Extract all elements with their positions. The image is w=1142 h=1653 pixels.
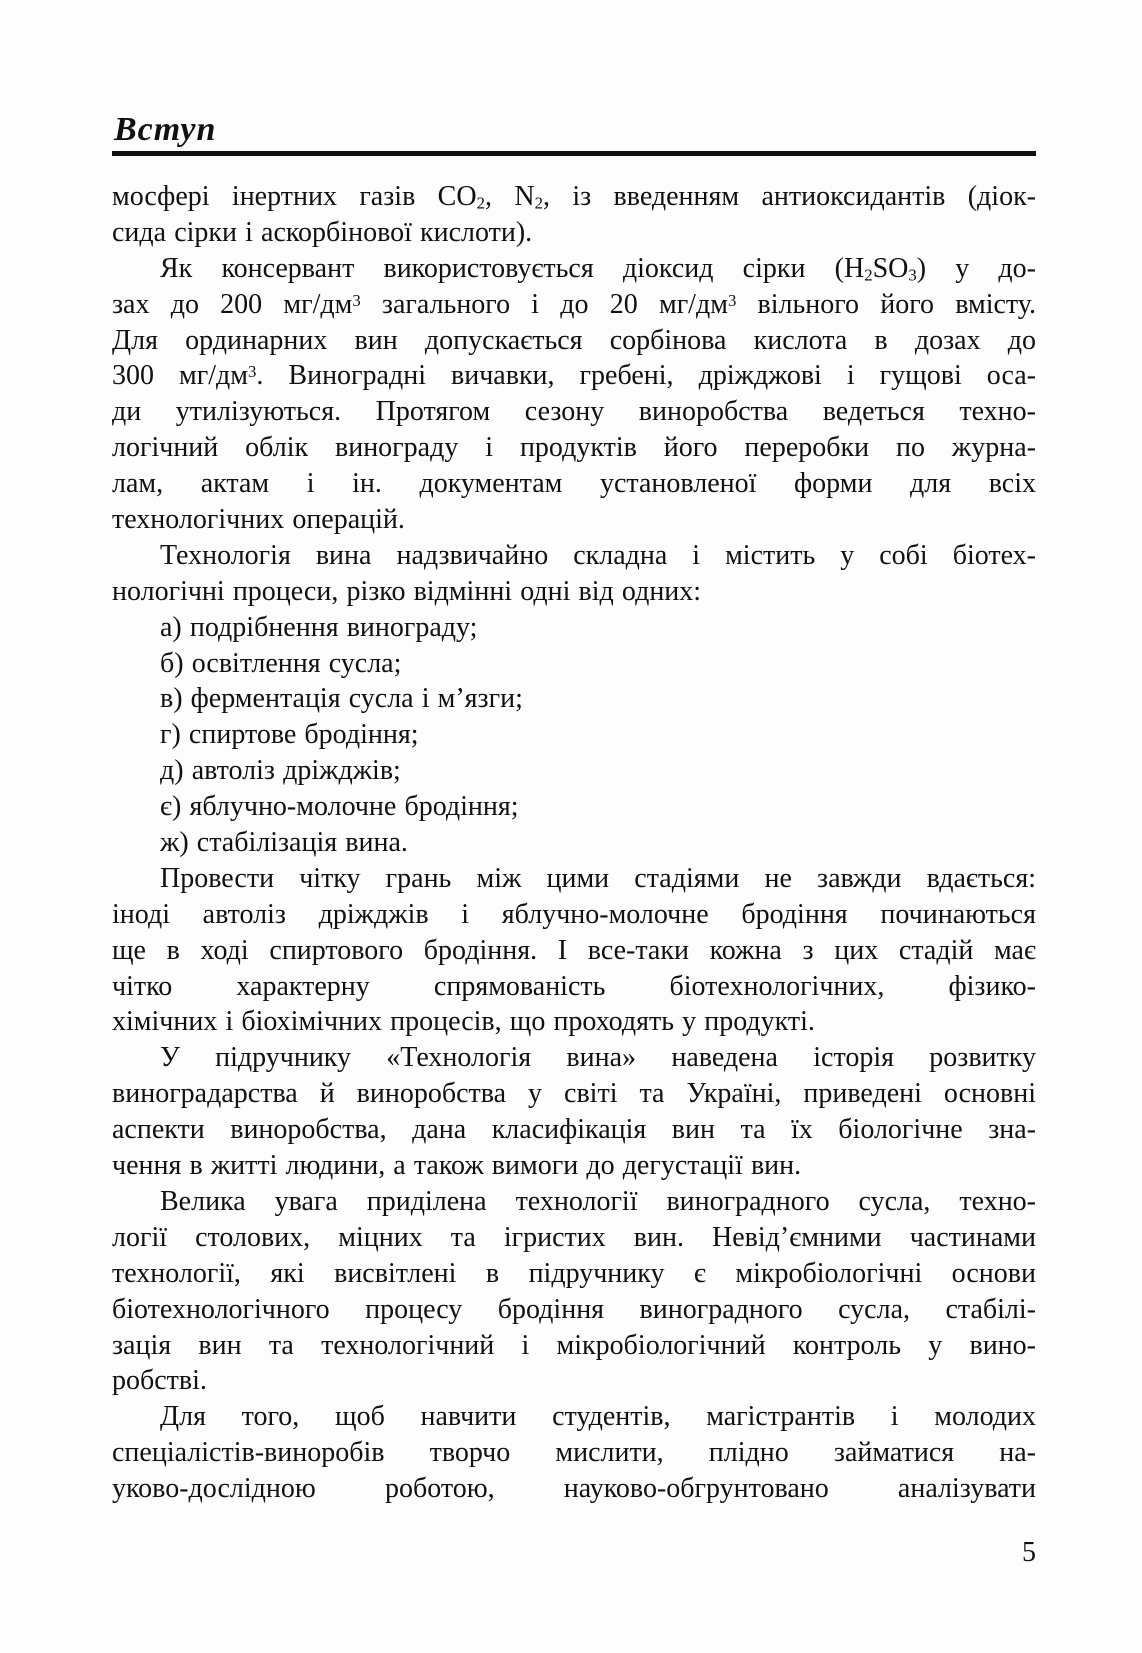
text-line: чення в житті людини, а також вимоги до дегустації вин. (112, 1150, 802, 1182)
text-line: робстві. (112, 1365, 207, 1397)
text-line: мосфері інертних газів $CO_2$, $N_2$, із введенням антиоксидантів (діок- (112, 181, 1036, 213)
text-line: Як консервант використовується діоксид сірки $(H_2SO_3)$ у до- (160, 252, 1036, 285)
page-number: 5 (1022, 1537, 1036, 1568)
text-line: Для того, щоб навчити студентів, магістрантів і молодих (160, 1401, 1036, 1433)
text-line: зація вин та технологічний і мікробіологічний контроль у вино- (112, 1329, 1036, 1361)
text-line: іноді автоліз дріжджів і яблучно-молочне бродіння починаються (112, 898, 1036, 930)
list-item-line: а) подрібнення винограду; (160, 611, 478, 643)
list-item-line: в) ферментація сусла і м’язги; (160, 683, 523, 715)
text-line: У підручнику «Технологія вина» наведена історія розвитку (160, 1042, 1036, 1074)
text-line: Технологія вина надзвичайно складна і містить у собі біотех- (160, 539, 1036, 571)
text-line: уково-дослідною роботою, науково-обгрунтовано аналізувати (112, 1473, 1036, 1505)
text-line: аспекти виноробства, дана класифікація вин та їх біологічне зна- (112, 1114, 1036, 1146)
text-line: нологічні процеси, різко відмінні одні від одних: (112, 575, 702, 607)
text-line: 300 $мг/дм^3$. Виноградні вичавки, гребені, дріжджові і гущові оса- (112, 360, 1036, 392)
text-line: Провести чітку грань між цими стадіями не завжди вдається: (160, 862, 1036, 894)
text-line: виноградарства й виноробства у світі та Україні, приведені основні (112, 1078, 1036, 1110)
text-line: сида сірки і аскорбінової кислоти). (112, 216, 533, 248)
text-line: зах до 200 $мг/дм^3$ загального і до 20 $мг/дм^3$ вільного його вмісту. (112, 288, 1036, 320)
text-line: логічний облік винограду і продуктів його переробки по журна- (112, 432, 1036, 464)
chapter-header-title: Вступ (114, 111, 217, 148)
text-line: хімічних і біохімічних процесів, що проходять у продукті. (112, 1006, 815, 1038)
text-line: лам, актам і ін. документам установленої форми для всіх (112, 468, 1036, 500)
text-line: технологічних операцій. (112, 504, 405, 536)
list-item-line: є) яблучно-молочне бродіння; (160, 791, 519, 823)
text-line: логії столових, міцних та ігристих вин. Невід’ємними частинами (112, 1221, 1036, 1253)
page-body (112, 179, 1036, 1507)
text-line: спеціалістів-виноробів творчо мислити, плідно займатися на- (112, 1437, 1036, 1469)
list-item-line: д) автоліз дріжджів; (160, 755, 401, 787)
list-item-line: ж) стабілізація вина. (160, 827, 408, 859)
text-line: Для ординарних вин допускається сорбінова кислота в дозах до (112, 324, 1036, 356)
text-line: Велика увага приділена технології виноградного сусла, техно- (160, 1185, 1036, 1217)
text-line: чітко характерну спрямованість біотехнологічних, фізико- (112, 970, 1036, 1002)
text-line: біотехнологічного процесу бродіння виноградного сусла, стабілі- (112, 1293, 1036, 1325)
text-line: технології, які висвітлені в підручнику є мікробіологічні основи (112, 1257, 1036, 1289)
list-item-line: г) спиртове бродіння; (160, 719, 419, 751)
list-item-line: б) освітлення сусла; (160, 647, 402, 679)
text-line: ди утилізуються. Протягом сезону виноробства ведеться техно- (112, 396, 1036, 428)
text-line: ще в ході спиртового бродіння. І все-таки кожна з цих стадій має (112, 934, 1036, 966)
header-rule (112, 151, 1036, 156)
